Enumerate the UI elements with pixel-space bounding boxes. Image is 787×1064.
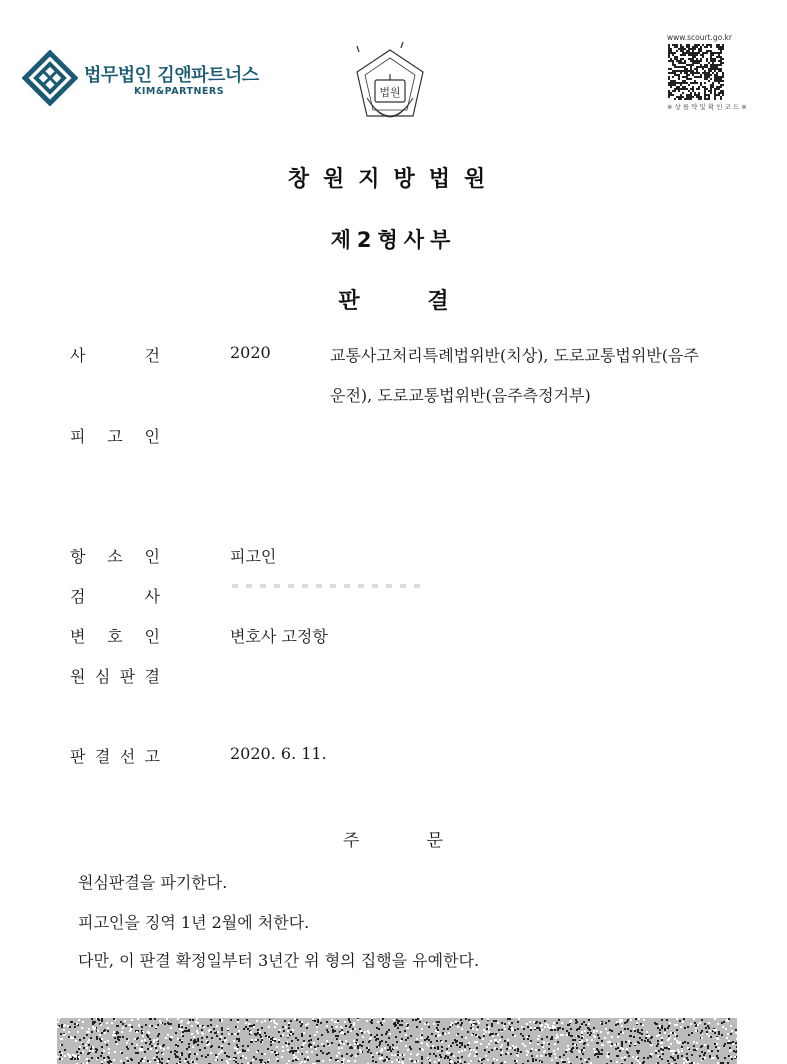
emblem-text: 법원	[379, 86, 401, 99]
sentencing-date: 2020. 6. 11.	[230, 744, 327, 763]
defendant-label: 피 고 인	[70, 427, 160, 446]
firm-logo-mark-icon	[22, 50, 78, 106]
case-title-line1: 교통사고처리특례법위반(치상), 도로교통법위반(음주	[330, 346, 699, 365]
court-emblem	[345, 38, 435, 130]
document-type: 판 결	[338, 289, 449, 314]
counsel-value: 변호사 고정항	[230, 627, 328, 646]
prosecutor-label: 검 사	[70, 587, 160, 606]
case-label: 사 건	[70, 346, 160, 365]
order-heading: 주 문	[343, 831, 443, 851]
order-line-3: 다만, 이 판결 확정일부터 3년간 위 형의 집행을 유예한다.	[78, 951, 480, 970]
order-line-1: 원심판결을 파기한다.	[78, 873, 228, 892]
sentencing-label: 판 결 선 고	[70, 747, 160, 766]
division-name: 제2형사부	[330, 228, 457, 252]
qr-code-icon	[668, 44, 724, 100]
qr-caption: ※ 상 를 약 및 확 인 코 드 ※	[667, 103, 747, 111]
appellant-label: 항 소 인	[70, 547, 160, 566]
case-number: 2020	[230, 343, 271, 362]
counsel-label: 변 호 인	[70, 627, 160, 646]
order-line-2: 피고인을 징역 1년 2월에 처한다.	[78, 913, 310, 932]
redacted-footer-band	[57, 1018, 737, 1064]
case-title-line2: 운전), 도로교통법위반(음주측정거부)	[330, 386, 591, 405]
court-emblem-icon	[345, 38, 435, 130]
appellant-value: 피고인	[230, 547, 277, 566]
firm-name-ko: 법무법인 김앤파트너스	[84, 65, 259, 86]
court-name: 창원지방법원	[287, 167, 500, 192]
redacted-prosecutor	[232, 584, 422, 588]
original-judgment-label: 원 심 판 결	[70, 667, 160, 686]
firm-name-en: KIM&PARTNERS	[134, 86, 225, 97]
firm-logo	[22, 50, 267, 106]
qr-url: www.scourt.go.kr	[667, 33, 732, 42]
